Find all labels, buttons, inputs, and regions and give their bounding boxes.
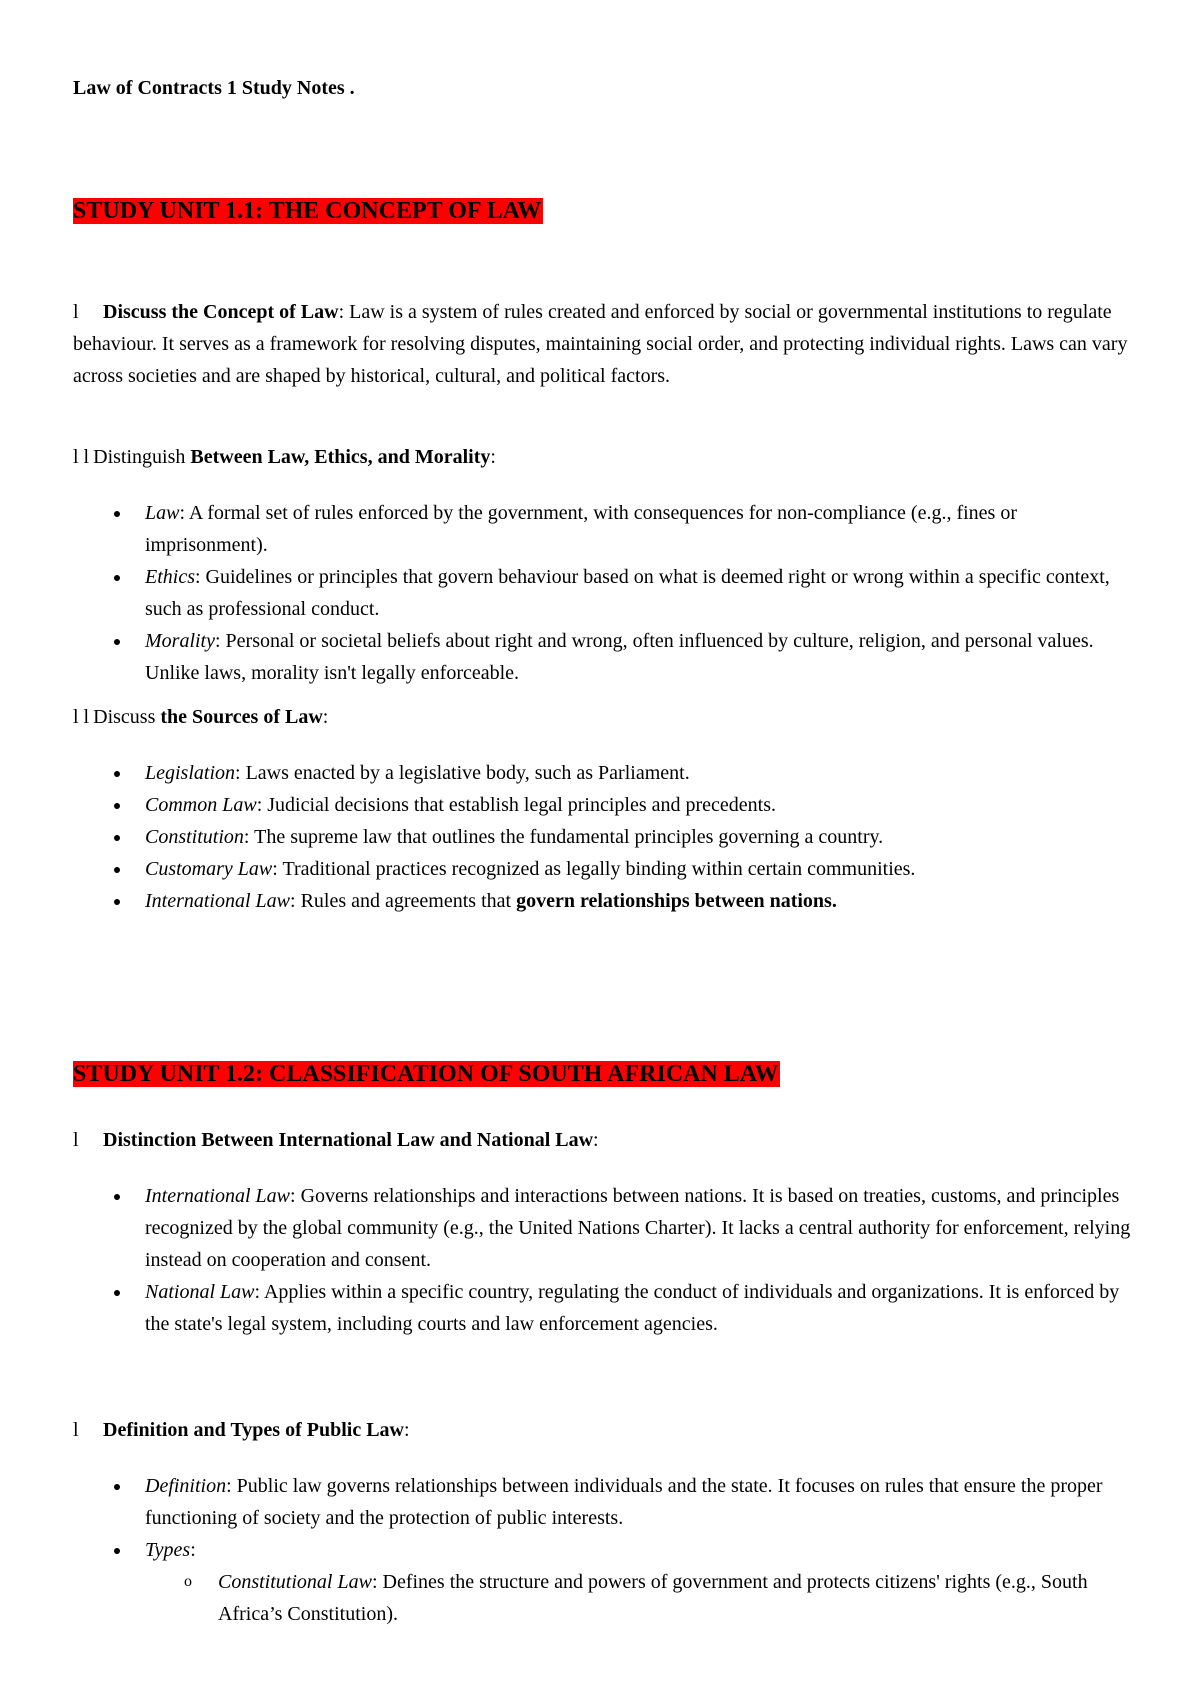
concept-text: : Law is a system of rules created and enforced by social or governmental institutions to regulate behaviour. It serves as a framework for resolving disputes, maintaining social order, and protecting individual rights. Laws can vary across societies and are shaped by historical, cultural, and political factors. <box>73 301 1128 387</box>
unit-1-1-heading-text: STUDY UNIT 1.1: THE CONCEPT OF LAW <box>73 198 542 224</box>
sources-bold: the Sources of Law <box>160 706 323 728</box>
unit-1-2-heading <box>73 1058 780 1090</box>
distinguish-lead: Distinguish <box>93 446 191 468</box>
sub-list-item-term: Constitutional Law <box>218 1571 372 1593</box>
list-item <box>145 625 1140 689</box>
list-item-term: Legislation <box>145 762 236 784</box>
distinction-list <box>73 1180 1140 1340</box>
concept-marker: l <box>73 301 79 323</box>
concept-lead: Discuss the Concept of Law <box>103 301 339 323</box>
list-item <box>145 1534 1140 1630</box>
public-law-section <box>73 1414 1140 1630</box>
distinguish-marker: l l <box>73 446 90 468</box>
concept-of-law-section <box>73 296 1140 392</box>
distinguish-tail: : <box>490 446 496 468</box>
distinction-heading <box>73 1124 1140 1156</box>
public-law-heading <box>73 1414 1140 1446</box>
distinction-marker: l <box>73 1129 79 1151</box>
list-item <box>145 757 1140 789</box>
distinguish-heading <box>73 441 1140 473</box>
distinguish-section <box>73 441 1140 689</box>
list-item-term: Common Law <box>145 794 257 816</box>
list-item-term: Definition <box>145 1475 227 1497</box>
list-item <box>145 853 1140 885</box>
public-law-bold: Definition and Types of Public Law <box>103 1419 404 1441</box>
sources-list <box>73 757 1140 917</box>
list-item <box>145 561 1140 625</box>
list-item <box>145 821 1140 853</box>
list-item-text: : Public law governs relationships between individuals and the state. It focuses on rules that ensure the proper functioning of society and the protection of public interests. <box>145 1475 1103 1529</box>
distinction-tail: : <box>593 1129 599 1151</box>
list-item-text: : Laws enacted by a legislative body, such as Parliament. <box>235 762 690 784</box>
public-law-list <box>73 1470 1140 1630</box>
public-law-tail: : <box>403 1419 410 1441</box>
list-item-text: : A formal set of rules enforced by the government, with consequences for non-compliance (e.g., fines or imprisonment). <box>145 502 1017 556</box>
list-item-text: : <box>190 1539 196 1561</box>
list-item <box>145 1276 1140 1340</box>
distinguish-bold: Between Law, Ethics, and Morality <box>190 446 491 468</box>
list-item-text: : Applies within a specific country, regulating the conduct of individuals and organizations. It is enforced by the state's legal system, including courts and law enforcement agencies. <box>145 1281 1120 1335</box>
list-item-term: National Law <box>145 1281 255 1303</box>
list-item-term: Ethics <box>145 566 195 588</box>
public-law-marker: l <box>73 1419 79 1441</box>
list-item-text: : Governs relationships and interactions between nations. It is based on treaties, customs, and principles recognized by the global community (e.g., the United Nations Charter). It lacks a central authority for enforcement, relying instead on cooperation and consent. <box>145 1185 1131 1271</box>
distinction-section <box>73 1124 1140 1340</box>
unit-1-1-heading <box>73 195 543 227</box>
sub-list-item-text: : Defines the structure and powers of government and protects citizens' rights (e.g., South Africa’s Constitution). <box>218 1571 1088 1625</box>
list-item-text: : Personal or societal beliefs about right and wrong, often influenced by culture, religion, and personal values. Unlike laws, morality isn't legally enforceable. <box>145 630 1094 684</box>
list-item <box>145 885 1140 917</box>
list-item <box>145 789 1140 821</box>
distinction-bold: Distinction Between International Law and National Law <box>103 1129 594 1151</box>
list-item-term: Types <box>145 1539 191 1561</box>
list-item-term: International Law <box>145 1185 291 1207</box>
unit-1-2-heading-text: STUDY UNIT 1.2: CLASSIFICATION OF SOUTH AFRICAN LAW <box>73 1061 779 1087</box>
list-item <box>145 1470 1140 1534</box>
list-item-text: : The supreme law that outlines the fundamental principles governing a country. <box>243 826 884 848</box>
sources-section <box>73 701 1140 917</box>
list-item-text: : Guidelines or principles that govern behaviour based on what is deemed right or wrong within a specific context, such as professional conduct. <box>145 566 1110 620</box>
list-item <box>145 1180 1140 1276</box>
list-item-term: Customary Law <box>145 858 273 880</box>
list-item-term: International Law <box>145 890 291 912</box>
list-item-term: Law <box>145 502 180 524</box>
distinguish-list <box>73 497 1140 689</box>
sources-marker: l l <box>73 706 90 728</box>
list-item-text: : Traditional practices recognized as legally binding within certain communities. <box>272 858 916 880</box>
list-item-bold: govern relationships between nations. <box>516 890 837 912</box>
sources-heading <box>73 701 1140 733</box>
sources-tail: : <box>322 706 329 728</box>
list-item-text: : Rules and agreements that <box>290 890 517 912</box>
sub-list-item <box>218 1566 1140 1630</box>
sources-lead: Discuss <box>93 706 161 728</box>
list-item-term: Constitution <box>145 826 244 848</box>
list-item-text: : Judicial decisions that establish legal principles and precedents. <box>256 794 776 816</box>
list-item <box>145 497 1140 561</box>
public-law-types-list <box>145 1566 1140 1630</box>
document-title: Law of Contracts 1 Study Notes . <box>73 77 355 99</box>
list-item-term: Morality <box>145 630 215 652</box>
concept-of-law-paragraph <box>73 296 1140 392</box>
